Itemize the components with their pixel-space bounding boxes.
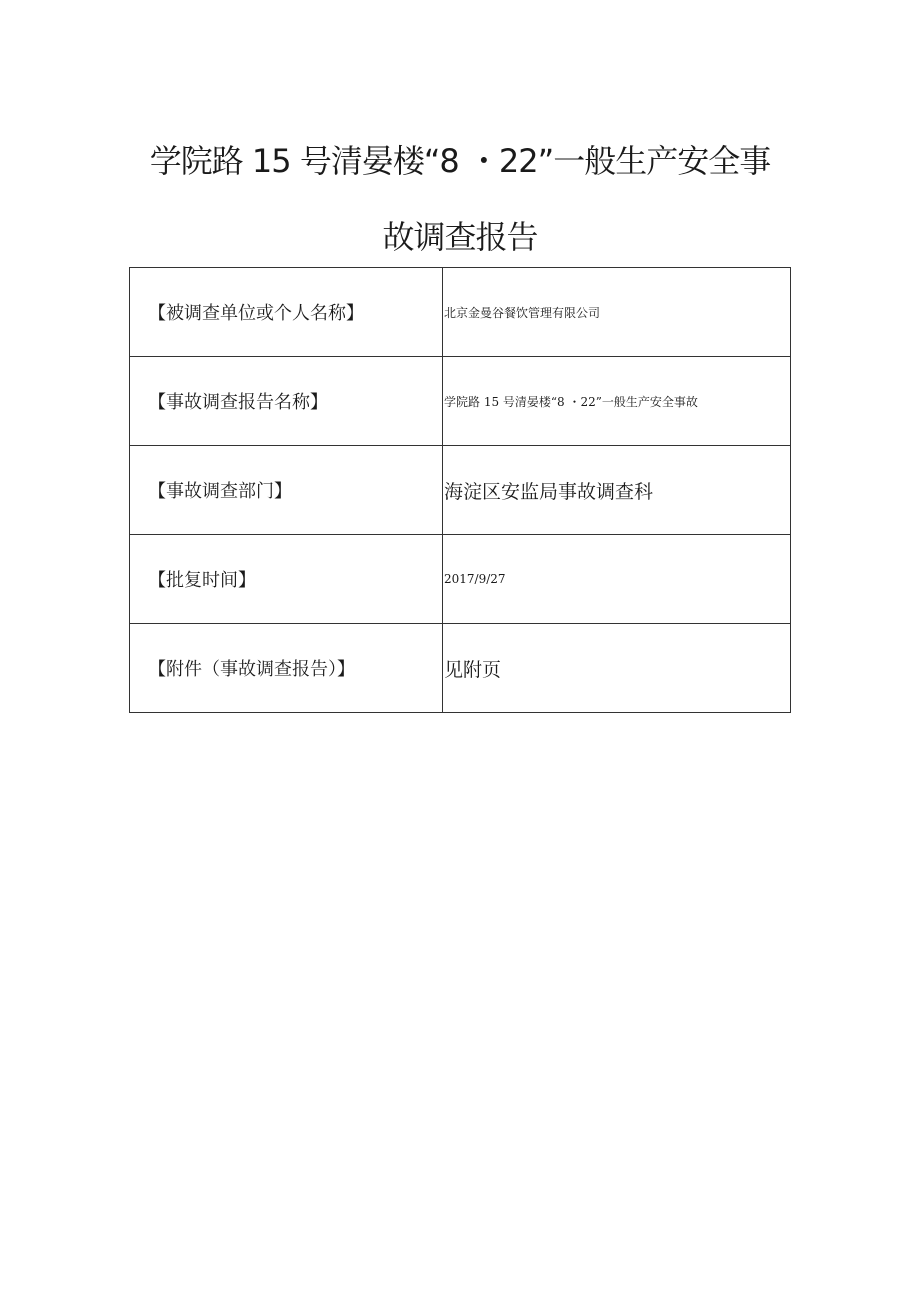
table-row bbox=[130, 446, 791, 535]
row-label-report-name: 【事故调查报告名称】 bbox=[130, 357, 443, 446]
row-label-department: 【事故调查部门】 bbox=[130, 446, 443, 535]
table-row bbox=[130, 268, 791, 357]
table-row bbox=[130, 535, 791, 624]
row-label-investigated-unit: 【被调查单位或个人名称】 bbox=[130, 268, 443, 357]
row-value-attachment[interactable]: 见附页 bbox=[443, 624, 791, 713]
report-info-table bbox=[129, 267, 791, 713]
table-row bbox=[130, 624, 791, 713]
row-value-approval-date: 2017/9/27 bbox=[443, 535, 791, 624]
row-value-investigated-unit: 北京金曼谷餐饮管理有限公司 bbox=[443, 268, 791, 357]
document-title-line-1: 学院路 15 号清晏楼“8 ・22”一般生产安全事 bbox=[149, 142, 771, 180]
row-value-department: 海淀区安监局事故调查科 bbox=[443, 446, 791, 535]
document-title-line-2: 故调查报告 bbox=[382, 218, 538, 256]
row-label-approval-date: 【批复时间】 bbox=[130, 535, 443, 624]
table-row bbox=[130, 357, 791, 446]
row-value-report-name: 学院路 15 号清晏楼“8 ・22”一般生产安全事故 bbox=[443, 357, 791, 446]
row-label-attachment: 【附件（事故调查报告）】 bbox=[130, 624, 443, 713]
